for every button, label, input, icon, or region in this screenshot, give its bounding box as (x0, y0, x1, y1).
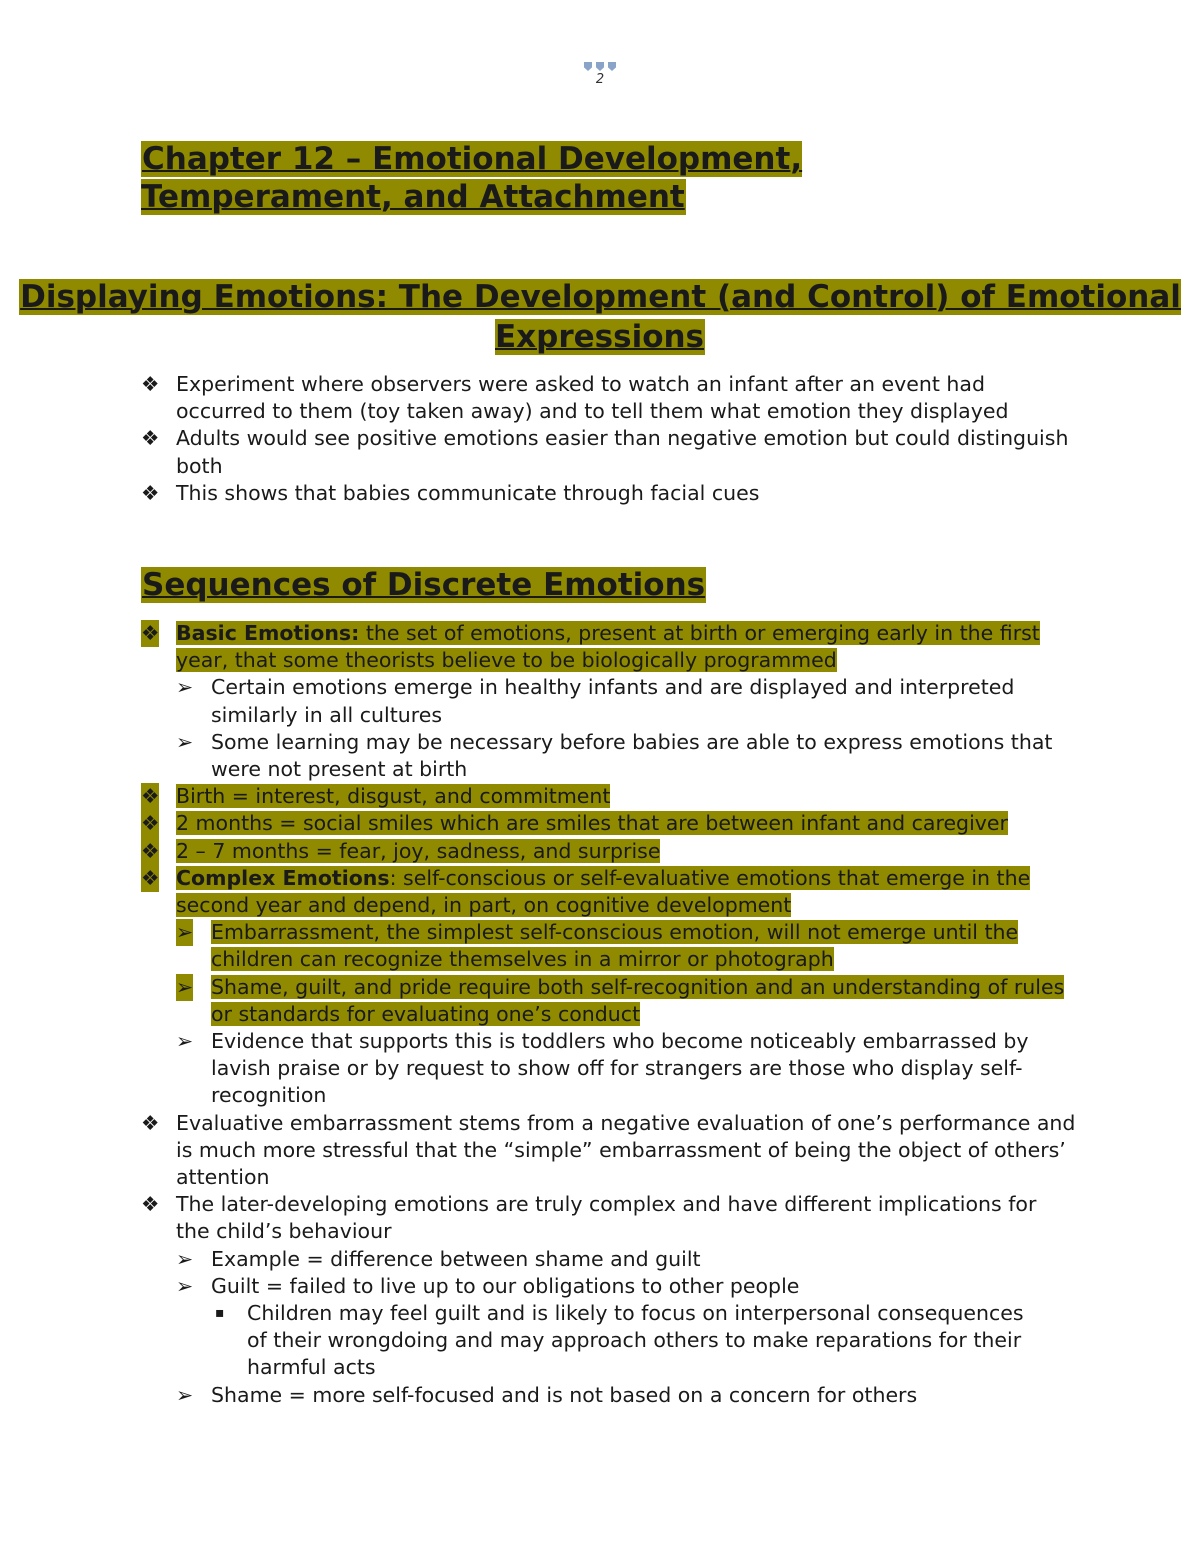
discrete-emotions-list (0, 620, 1200, 1409)
list-item: ➢ Certain emotions emerge in healthy infants and are displayed and interpreted similarly in all cultures (176, 675, 1015, 727)
list-item: ❖ Experiment where observers were asked to watch an infant after an event had occurred to them (toy taken away) and to tell them what emotion they displayed (141, 372, 1009, 424)
arrow-bullet-icon: ➢ (176, 974, 193, 1001)
list-item: ▪ Children may feel guilt and is likely to focus on interpersonal consequences of their wrongdoing and may approach others to make reparations for their harmful acts (215, 1301, 1024, 1380)
arrow-bullet-icon: ➢ (176, 729, 194, 754)
list-item: ➢ Some learning may be necessary before babies are able to express emotions that were not present at birth (176, 729, 1053, 782)
list-item: ➢ Evidence that supports this is toddlers who become noticeably embarrassed by lavish praise or by request to show off for strangers are those who display self-recognition (176, 1029, 1029, 1108)
diamond-bullet-icon: ❖ (141, 426, 160, 451)
arrow-bullet-icon: ➢ (176, 1246, 194, 1271)
list-item-complex-emotions: ❖ Complex Emotions: self-conscious or self-evaluative emotions that emerge in the second year and depend, in part, on cognitive development (141, 865, 1031, 918)
list-item: ❖ Adults would see positive emotions easier than negative emotion but could distinguish both (141, 426, 1069, 478)
displaying-emotions-list (0, 371, 1200, 507)
page-number: 2 (595, 72, 605, 87)
diamond-bullet-icon: ❖ (141, 480, 160, 505)
arrow-bullet-icon: ➢ (176, 1029, 194, 1054)
list-item: ➢ Shame, guilt, and pride require both self-recognition and an understanding of rules or standards for evaluating one’s conduct (176, 974, 1065, 1026)
chapter-title: Chapter 12 – Emotional Development, Temperament, and Attachment (141, 141, 803, 215)
list-item: ❖ This shows that babies communicate through facial cues (0, 480, 1200, 507)
list-item: ➢ Guilt = failed to live up to our obligations to other people (0, 1273, 1200, 1300)
list-item-two-seven-months: ❖ 2 – 7 months = fear, joy, sadness, and surprise (0, 838, 1200, 865)
list-item: ❖ The later-developing emotions are truly complex and have different implications for the child’s behaviour (141, 1192, 1037, 1244)
diamond-bullet-icon: ❖ (141, 783, 159, 810)
diamond-bullet-icon: ❖ (141, 838, 159, 865)
diamond-bullet-icon: ❖ (141, 865, 159, 892)
diamond-bullet-icon: ❖ (141, 810, 159, 837)
section-heading-discrete-emotions: Sequences of Discrete Emotions (142, 567, 706, 603)
arrow-bullet-icon: ➢ (176, 675, 194, 700)
square-bullet-icon: ▪ (215, 1305, 225, 1322)
list-item: ➢ Embarrassment, the simplest self-conscious emotion, will not emerge until the children can recognize themselves in a mirror or photograph (176, 920, 1019, 972)
diamond-bullet-icon: ❖ (141, 620, 159, 647)
diamond-bullet-icon: ❖ (141, 372, 160, 396)
header-dots-icon (0, 62, 1200, 71)
section-heading-displaying-emotions: Displaying Emotions: The Development (and Control) of Emotional Expressions (20, 279, 1181, 355)
list-item-birth: ❖ Birth = interest, disgust, and commitment (0, 783, 1200, 810)
arrow-bullet-icon: ➢ (176, 1273, 194, 1298)
arrow-bullet-icon: ➢ (176, 1382, 194, 1407)
list-item-two-months: ❖ 2 months = social smiles which are smiles that are between infant and caregiver (0, 810, 1200, 837)
page-header (0, 62, 1200, 87)
list-item: ➢ Shame = more self-focused and is not based on a concern for others (0, 1382, 1200, 1409)
diamond-bullet-icon: ❖ (141, 1192, 160, 1217)
arrow-bullet-icon: ➢ (176, 919, 193, 946)
diamond-bullet-icon: ❖ (141, 1110, 160, 1135)
list-item-basic-emotions: ❖ Basic Emotions: the set of emotions, present at birth or emerging early in the first year, that some theorists believe to be biologically programmed (141, 621, 1040, 673)
list-item: ❖ Evaluative embarrassment stems from a negative evaluation of one’s performance and is much more stressful that the “simple” embarrassment of being the object of others’ attention (141, 1110, 1076, 1190)
list-item: ➢ Example = difference between shame and guilt (0, 1246, 1200, 1273)
